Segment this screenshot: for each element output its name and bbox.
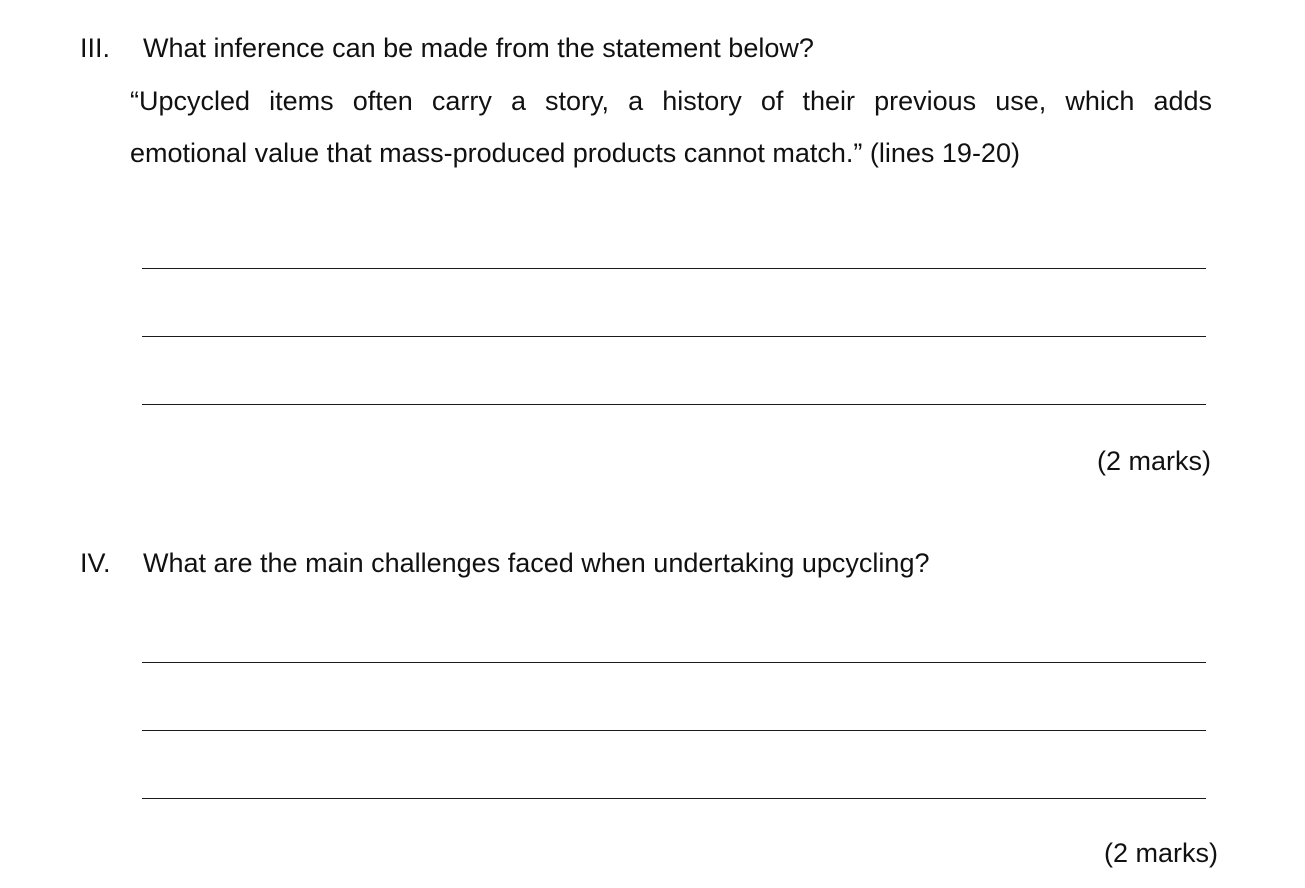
answer-line[interactable] — [142, 404, 1206, 405]
quote-line-1: “Upcycled items often carry a story, a history of their previous use, which adds — [130, 86, 1212, 116]
question-number: IV. — [80, 548, 111, 578]
quoted-statement-continued — [130, 136, 1212, 170]
answer-line[interactable] — [142, 268, 1206, 269]
marks-label: (2 marks) — [1104, 838, 1218, 868]
answer-line[interactable] — [142, 798, 1206, 799]
answer-line[interactable] — [142, 662, 1206, 663]
question-prompt: What are the main challenges faced when undertaking upcycling? — [143, 548, 930, 578]
answer-line[interactable] — [142, 336, 1206, 337]
answer-line[interactable] — [142, 730, 1206, 731]
question-prompt: What inference can be made from the statement below? — [143, 33, 814, 63]
question-number: III. — [80, 33, 111, 63]
marks-label: (2 marks) — [1097, 446, 1211, 476]
quote-line-2: emotional value that mass-produced products cannot match.” (lines 19-20) — [130, 138, 1020, 168]
quoted-statement — [130, 84, 1212, 118]
